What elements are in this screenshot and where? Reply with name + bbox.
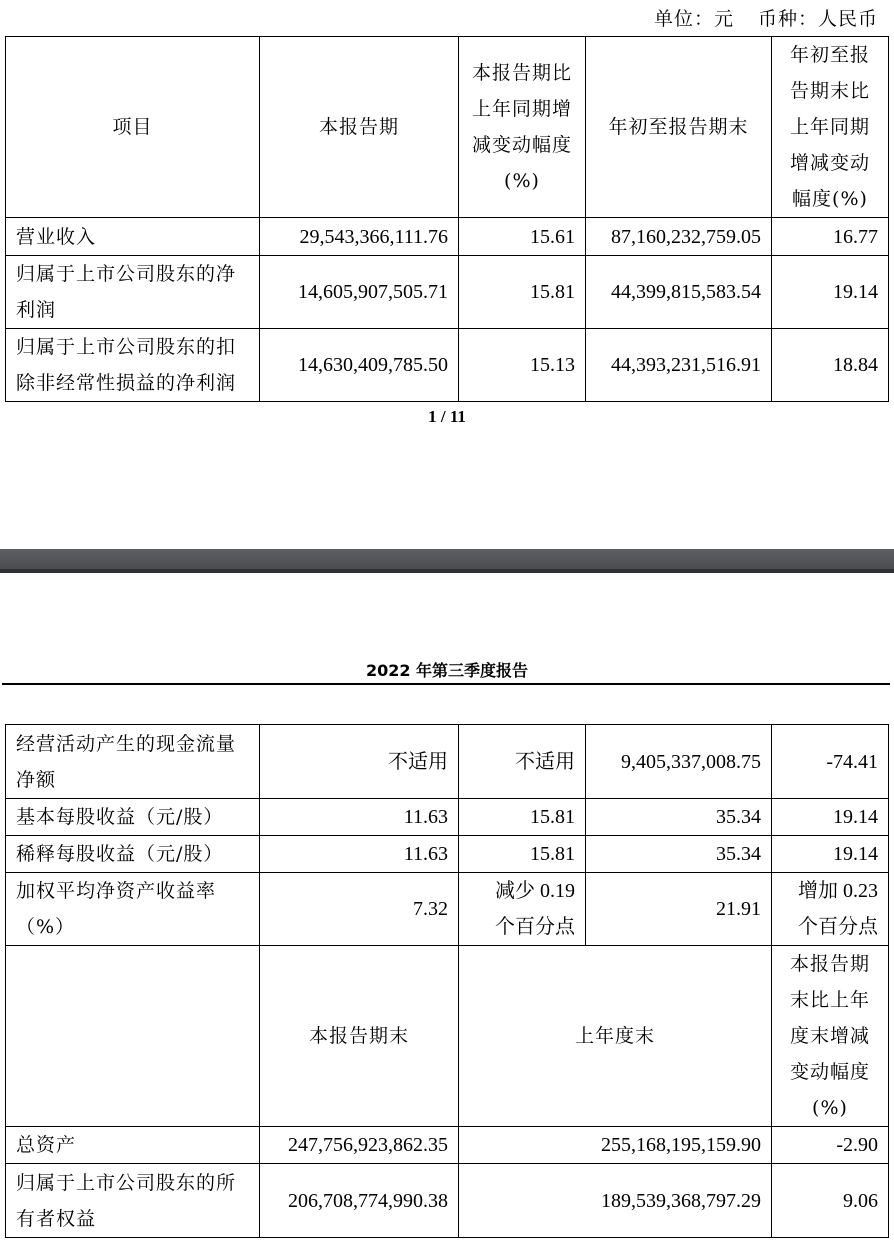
table-row xyxy=(6,329,889,402)
row-item-diluted-eps: 稀释每股收益（元/股） xyxy=(6,836,260,873)
header-last-year-end: 上年度末 xyxy=(459,946,772,1127)
cell-current: 11.63 xyxy=(260,836,459,873)
row-item-basic-eps: 基本每股收益（元/股） xyxy=(6,799,260,836)
header-current-period: 本报告期 xyxy=(260,37,459,218)
cell-last-year-end: 255,168,195,159.90 xyxy=(459,1127,772,1164)
table-header-row xyxy=(6,37,889,218)
cell-current-change: 15.13 xyxy=(459,329,586,402)
header-ytd-change: 年初至报 告期末比 上年同期 增减变动 幅度(%) xyxy=(772,37,889,218)
cell-current-change: 减少 0.19 个百分点 xyxy=(459,873,586,946)
financial-data-table-page2 xyxy=(5,724,889,1238)
cell-ytd-change: 16.77 xyxy=(772,218,889,256)
cell-period-end: 247,756,923,862.35 xyxy=(260,1127,459,1164)
cell-ytd-change: 19.14 xyxy=(772,256,889,329)
table-row xyxy=(6,799,889,836)
header-item: 项目 xyxy=(6,37,260,218)
header-period-end: 本报告期末 xyxy=(260,946,459,1127)
row-item-revenue: 营业收入 xyxy=(6,218,260,256)
cell-last-year-end: 189,539,368,797.29 xyxy=(459,1164,772,1238)
cell-current: 11.63 xyxy=(260,799,459,836)
cell-current: 29,543,366,111.76 xyxy=(260,218,459,256)
row-item-roe: 加权平均净资产收益率 （%） xyxy=(6,873,260,946)
cell-current: 不适用 xyxy=(260,725,459,799)
header-period-end-change: 本报告期 末比上年 度末增减 变动幅度 (%) xyxy=(772,946,889,1127)
cell-period-end: 206,708,774,990.38 xyxy=(260,1164,459,1238)
table-row xyxy=(6,1164,889,1238)
cell-current-change: 15.81 xyxy=(459,256,586,329)
cell-ytd-change: 19.14 xyxy=(772,836,889,873)
balance-header-empty xyxy=(6,946,260,1127)
cell-current-change: 不适用 xyxy=(459,725,586,799)
cell-current-change: 15.81 xyxy=(459,836,586,873)
row-item-shareholders-equity: 归属于上市公司股东的所 有者权益 xyxy=(6,1164,260,1238)
cell-ytd-change: 18.84 xyxy=(772,329,889,402)
table-row xyxy=(6,836,889,873)
cell-ytd: 21.91 xyxy=(586,873,772,946)
cell-ytd: 9,405,337,008.75 xyxy=(586,725,772,799)
cell-ytd-change: -74.41 xyxy=(772,725,889,799)
balance-header-row xyxy=(6,946,889,1127)
row-item-net-profit: 归属于上市公司股东的净 利润 xyxy=(6,256,260,329)
cell-current: 14,605,907,505.71 xyxy=(260,256,459,329)
unit-label: 单位：元 xyxy=(653,8,734,30)
cell-current-change: 15.81 xyxy=(459,799,586,836)
row-item-deducted-net-profit: 归属于上市公司股东的扣 除非经常性损益的净利润 xyxy=(6,329,260,402)
header-rule xyxy=(2,683,890,685)
table-row xyxy=(6,873,889,946)
table-row xyxy=(6,256,889,329)
row-item-operating-cash-flow: 经营活动产生的现金流量 净额 xyxy=(6,725,260,799)
cell-current: 7.32 xyxy=(260,873,459,946)
header-ytd: 年初至报告期末 xyxy=(586,37,772,218)
row-item-total-assets: 总资产 xyxy=(6,1127,260,1164)
cell-ytd: 44,399,815,583.54 xyxy=(586,256,772,329)
page-number: 1 / 11 xyxy=(428,407,466,426)
report-header-title: 2022 年第三季度报告 xyxy=(365,661,529,680)
header-current-change: 本报告期比 上年同期增 减变动幅度 (%) xyxy=(459,37,586,218)
table-row xyxy=(6,1127,889,1164)
cell-ytd-change: 增加 0.23 个百分点 xyxy=(772,873,889,946)
cell-current-change: 15.61 xyxy=(459,218,586,256)
cell-ytd: 35.34 xyxy=(586,836,772,873)
table-row xyxy=(6,218,889,256)
cell-ytd-change: 19.14 xyxy=(772,799,889,836)
cell-ytd: 35.34 xyxy=(586,799,772,836)
cell-change: -2.90 xyxy=(772,1127,889,1164)
cell-change: 9.06 xyxy=(772,1164,889,1238)
financial-data-table-page1 xyxy=(5,36,889,402)
cell-ytd: 44,393,231,516.91 xyxy=(586,329,772,402)
page-break-divider xyxy=(0,549,894,573)
unit-currency-line xyxy=(654,4,878,31)
cell-current: 14,630,409,785.50 xyxy=(260,329,459,402)
table-row xyxy=(6,725,889,799)
currency-label: 币种：人民币 xyxy=(757,8,878,30)
cell-ytd: 87,160,232,759.05 xyxy=(586,218,772,256)
